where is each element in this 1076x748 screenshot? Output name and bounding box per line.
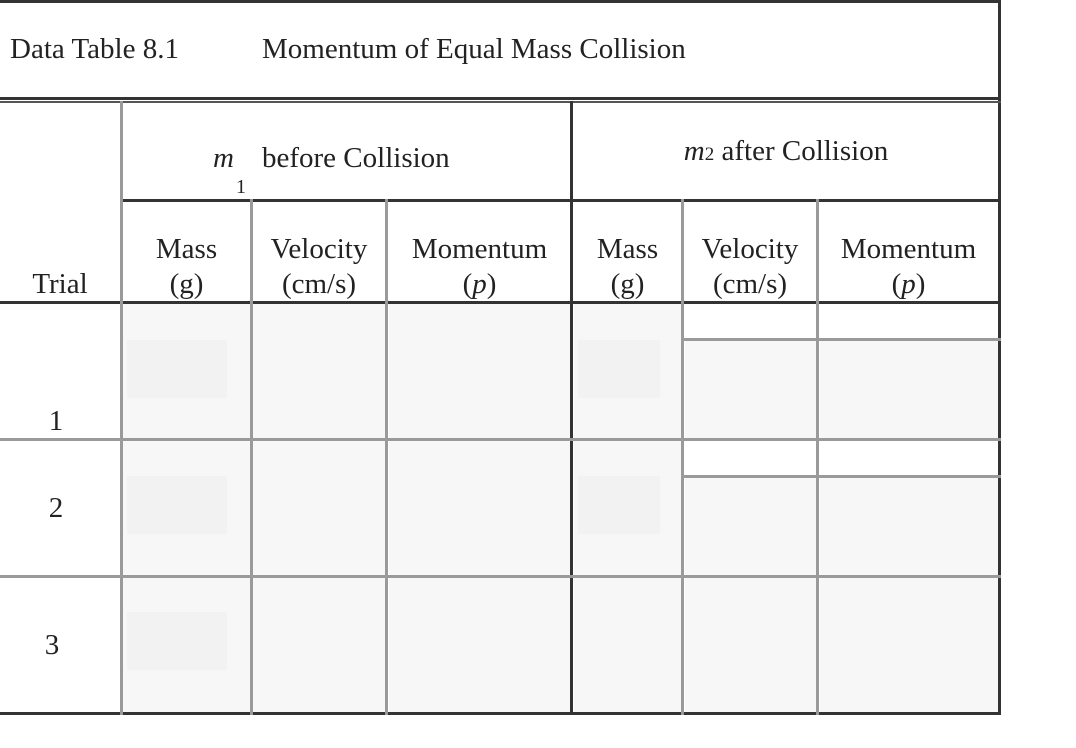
header-divider [0,301,1001,304]
cell-shade [685,578,816,712]
title-divider-lower [0,101,1001,103]
title-divider [0,97,1001,100]
column-header-name: Momentum [840,233,977,265]
trial-number: 2 [48,492,64,524]
table-title: Momentum of Equal Mass Collision [262,33,686,65]
group-label: after Collision [721,135,889,167]
trial-number: 3 [44,629,60,661]
cell-shade [389,304,570,438]
cell-shade [127,340,227,398]
mass-subscript: 1 [236,176,246,198]
mass-subscript: 2 [704,144,715,165]
cell-shade [127,476,227,534]
column-header-unit: (g) [169,268,204,300]
cell-shade [685,478,816,575]
cell-shade [820,341,998,438]
cell-shade [389,578,570,712]
cell-shade [820,478,998,575]
cell-shade [253,304,385,438]
cell-shade [820,578,998,712]
trial-number: 1 [48,405,64,437]
group-header-after [574,135,998,168]
column-header-unit: (cm/s) [281,268,357,300]
grid-line [681,338,1001,341]
mass-symbol: m [213,142,234,174]
momentum-symbol: p [901,268,916,300]
right-border [998,0,1001,715]
column-header-name: Mass [155,233,218,265]
column-header-unit: (p) [462,268,497,300]
grid-line [385,199,388,715]
grid-line [0,575,1001,578]
cell-shade [578,340,660,398]
grid-line [0,438,1001,441]
cell-shade [389,441,570,575]
column-header-unit: (g) [610,268,645,300]
column-header-name: Momentum [411,233,548,265]
cell-shade [253,441,385,575]
grid-line [120,101,123,715]
group-separator [570,101,573,715]
bottom-border [0,712,1001,715]
top-border [0,0,1001,3]
momentum-symbol: p [472,268,487,300]
group-label: before Collision [262,142,450,174]
column-header-name: Velocity [701,233,799,265]
cell-shade [685,341,816,438]
cell-shade [578,476,660,534]
column-header-unit: (p) [891,268,926,300]
cell-shade [253,578,385,712]
cell-shade [574,578,681,712]
column-header-unit: (cm/s) [712,268,788,300]
grid-line [681,475,1001,478]
table-id-label: Data Table 8.1 [10,33,179,65]
column-header-name: Mass [596,233,659,265]
mass-symbol: m [683,135,705,167]
cell-shade [127,612,227,670]
column-header-name: Velocity [270,233,368,265]
column-header-trial: Trial [32,268,88,300]
